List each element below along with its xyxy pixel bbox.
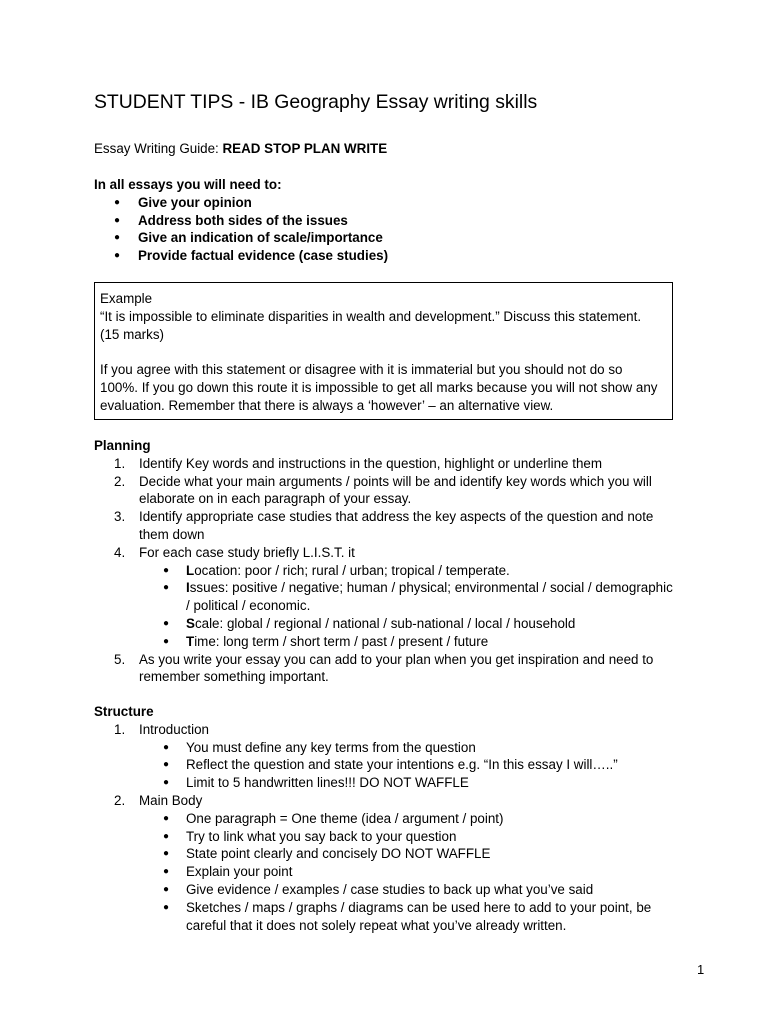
introduction-points — [139, 739, 679, 792]
list-item: ● One paragraph = One theme (idea / argument / point) — [163, 810, 504, 826]
bullet-icon: ● — [163, 777, 170, 789]
structure-list — [94, 721, 679, 935]
list-item: 2. Main Body ● One paragraph = One theme (idea / argument / point) ● Try to link what you say back to your question ● State point clearly and concisely DO NOT WAFFLE ● Explain your point ● Give evidence / examples / case studies to back up what you’ve said ● Sketches / maps / graphs / diagrams can be used here to add to your point, be careful that it does not solely repeat what you’ve already written. — [94, 792, 679, 934]
list-item: ● Explain your point — [163, 864, 293, 880]
bullet-icon: ● — [114, 214, 121, 226]
list-item: ● Issues: positive / negative; human / physical; environmental / social / demographic / political / economic. — [163, 580, 673, 614]
list-item: ● Sketches / maps / graphs / diagrams can be used here to add to your point, be careful that it does not solely repeat what you’ve already written. — [163, 899, 652, 933]
structure-heading: Structure — [94, 704, 154, 719]
list-item: ● Give evidence / examples / case studies to back up what you’ve said — [163, 881, 594, 897]
requirements-list — [94, 194, 679, 265]
list-item: ● Give your opinion — [114, 194, 252, 210]
list-item: 4. For each case study briefly L.I.S.T. it ● Location: poor / rich; rural / urban; tropical / temperate. ● Issues: positive / negative; human / physical; environmental / social / demographic / political / economic. ● Scale: global / regional / national / sub-national / local / household ● Time: long term / short term / past / present / future — [94, 544, 679, 651]
list-item: 5. As you write your essay you can add to your plan when you get inspiration and need to remember something important. — [114, 651, 654, 685]
bullet-icon: ● — [163, 830, 170, 842]
list-item: ● Give an indication of scale/importance — [114, 230, 383, 246]
bullet-icon: ● — [163, 812, 170, 824]
list-item: 1. Identify Key words and instructions in the question, highlight or underline them — [114, 455, 602, 471]
list-item: ● Limit to 5 handwritten lines!!! DO NOT WAFFLE — [163, 775, 469, 791]
structure-section — [94, 703, 679, 934]
list-item: 2. Decide what your main arguments / points will be and identify key words which you will elaborate on in each paragraph of your essay. — [114, 473, 652, 507]
bullet-icon: ● — [163, 901, 170, 913]
list-item: ● State point clearly and concisely DO NOT WAFFLE — [163, 846, 491, 862]
example-label: Example — [100, 291, 153, 306]
bullet-icon: ● — [163, 883, 170, 895]
list-item: ● Location: poor / rich; rural / urban; tropical / temperate. — [163, 562, 510, 578]
bullet-icon: ● — [163, 759, 170, 771]
bullet-icon: ● — [163, 848, 170, 860]
requirements-heading: In all essays you will need to: — [94, 177, 282, 192]
list-item: ● Reflect the question and state your intentions e.g. “In this essay I will…..” — [163, 757, 618, 773]
list-item: 1. Introduction ● You must define any key terms from the question ● Reflect the question and state your intentions e.g. “In this essay I will…..” ● Limit to 5 handwritten lines!!! DO NOT WAFFLE — [94, 721, 679, 792]
guide-label: Essay Writing Guide: — [94, 141, 223, 156]
bullet-icon: ● — [163, 564, 170, 576]
list-item: ● Time: long term / short term / past / present / future — [163, 633, 489, 649]
list-item: ● Address both sides of the issues — [114, 212, 348, 228]
bullet-icon: ● — [163, 582, 170, 594]
page-number: 1 — [697, 962, 705, 977]
list-item: ● Scale: global / regional / national / sub-national / local / household — [163, 615, 576, 631]
example-advice: If you agree with this statement or disagree with it is immaterial but you should not do so 100%. If you go down this route it is impossible to get all marks because you will not show any evaluation. Remember that there is always a ‘however’ – an alternative view. — [100, 362, 658, 413]
bullet-icon: ● — [163, 866, 170, 878]
planning-heading: Planning — [94, 438, 151, 453]
page-title: STUDENT TIPS - IB Geography Essay writing skills — [94, 91, 538, 113]
example-box — [94, 282, 673, 420]
bullet-icon: ● — [163, 741, 170, 753]
requirements-block — [94, 176, 679, 265]
list-item: ● Try to link what you say back to your question — [163, 828, 457, 844]
bullet-icon: ● — [163, 635, 170, 647]
bullet-icon: ● — [114, 250, 121, 262]
bullet-icon: ● — [163, 617, 170, 629]
main-body-points — [139, 810, 679, 935]
guide-value: READ STOP PLAN WRITE — [222, 141, 388, 156]
planning-section — [94, 437, 679, 686]
bullet-icon: ● — [114, 196, 121, 208]
list-mnemonic — [139, 562, 679, 651]
bullet-icon: ● — [114, 232, 121, 244]
list-item: ● You must define any key terms from the question — [163, 739, 476, 755]
essay-writing-guide — [94, 140, 387, 158]
planning-list — [94, 455, 679, 686]
example-quote: “It is impossible to eliminate disparities in wealth and development.” Discuss this statement. (15 marks) — [100, 308, 642, 342]
list-item: ● Provide factual evidence (case studies) — [114, 248, 389, 264]
list-item: 3. Identify appropriate case studies that address the key aspects of the question and note them down — [114, 509, 654, 542]
